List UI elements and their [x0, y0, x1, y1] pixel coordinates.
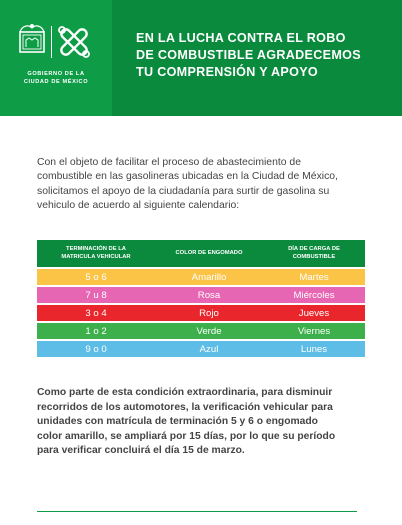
header-color-l1: COLOR DE ENGOMADO [175, 249, 243, 256]
notice-line5: para verificar concluirá el día 15 de marzo. [37, 445, 245, 457]
logo-panel [0, 0, 112, 116]
title-line3 [136, 64, 402, 81]
gov-label-line2: CIUDAD DE MÉXICO [23, 79, 89, 85]
header-dia-l2: COMBUSTIBLE [292, 253, 336, 260]
cdmx-coat-of-arms-logo [10, 18, 102, 68]
cell-color: Amarillo [155, 269, 263, 285]
cell-dia: Miércoles [263, 287, 365, 303]
intro-line1: Con el objeto de facilitar el proceso de abastecimiento de [37, 157, 301, 168]
notice-line1: Como parte de esta condición extraordinaria, para disminuir [37, 387, 333, 398]
table-row [37, 341, 365, 357]
table-row [37, 305, 365, 321]
intro-line3: solicitamos el apoyo de la ciudadanía para surtir de gasolina su [37, 185, 330, 197]
header-color [155, 240, 263, 267]
cell-terminacion: 3 o 4 [37, 305, 155, 321]
cell-dia: Viernes [263, 323, 365, 339]
header-terminacion-l2: MATRICULA VEHICULAR [61, 253, 131, 260]
cell-terminacion: 5 o 6 [37, 269, 155, 285]
cell-terminacion: 9 o 0 [37, 341, 155, 357]
fuel-calendar-table [37, 238, 365, 359]
title-line1: EN LA LUCHA CONTRA EL ROBO [136, 31, 346, 45]
notice-line3: unidades con matrícula de terminación 5 y 6 o engomado [37, 416, 318, 428]
intro-paragraph [37, 156, 367, 213]
cell-dia: Lunes [263, 341, 365, 357]
cell-color: Verde [155, 323, 263, 339]
extension-notice [37, 386, 367, 459]
table-row [37, 287, 365, 303]
notice-line4: color amarillo, se ampliará por 15 días, por lo que su período [37, 430, 336, 442]
intro-line4: vehiculo de acuerdo al siguiente calendario: [37, 199, 240, 211]
header-terminacion [37, 240, 155, 267]
header-dia [263, 240, 365, 267]
banner-title [136, 30, 402, 81]
header-terminacion-l1: TERMINACIÓN DE LA [66, 246, 126, 252]
intro-line2: combustible en las gasolineras ubicadas en la Ciudad de México, [37, 171, 338, 183]
title-line2: DE COMBUSTIBLE AGRADECEMOS [136, 48, 361, 62]
cell-dia: Jueves [263, 305, 365, 321]
table-row [37, 269, 365, 285]
cell-terminacion: 1 o 2 [37, 323, 155, 339]
footer-divider [37, 511, 357, 512]
notice-line2: recorridos de los automotores, la verificación vehicular para [37, 401, 333, 413]
table-header-row [37, 240, 365, 267]
title-line3-a: TU [136, 65, 158, 79]
header-dia-l1: DÍA DE CARGA DE [288, 246, 340, 252]
table-row [37, 323, 365, 339]
cell-terminacion: 7 u 8 [37, 287, 155, 303]
cell-dia: Martes [263, 269, 365, 285]
cell-color: Rosa [155, 287, 263, 303]
title-line3-b: COMPRENSIÓN Y APOYO [157, 65, 319, 79]
cell-color: Azul [155, 341, 263, 357]
header-banner [0, 0, 402, 116]
title-panel [112, 0, 402, 116]
gov-label-line1: GOBIERNO DE LA [27, 71, 85, 77]
cell-color: Rojo [155, 305, 263, 321]
government-label [10, 70, 102, 86]
